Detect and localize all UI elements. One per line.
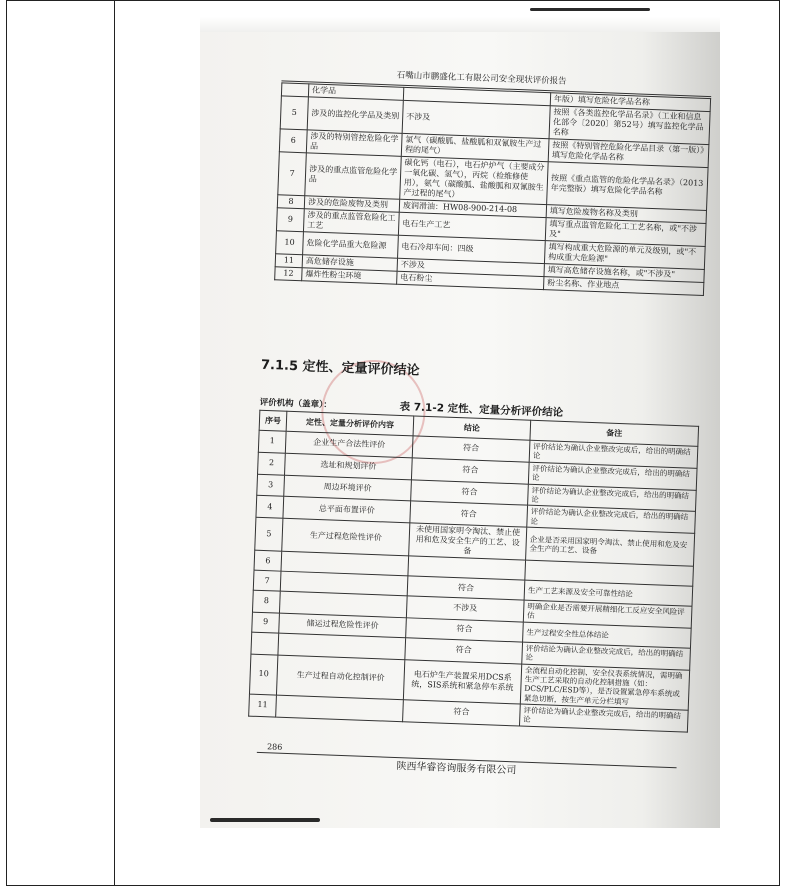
row-result: 符合: [410, 501, 528, 527]
row-result: 符合: [411, 458, 529, 484]
row-number: 7: [253, 570, 281, 591]
row-number: 11: [275, 254, 302, 268]
company-footer: 陕西华睿咨询服务有限公司: [396, 761, 517, 777]
row-status: 电石冷却车间：四级: [398, 235, 546, 263]
row-remark: 生产工艺来源及安全可靠性结论: [524, 580, 693, 606]
header-no: 序号: [259, 410, 287, 431]
table-caption: 表 7.1-2 定性、定量分析评价结论: [399, 400, 564, 419]
row-content: 选址和规划评价: [285, 453, 413, 479]
org-seal-label: 评价机构（盖章）：: [259, 397, 333, 411]
row-number: 5: [280, 96, 308, 130]
header-content: 定性、定量分析评价内容: [286, 411, 414, 436]
row-note: 填写构成重大危险源的单元及级别，或"不构成重大危险源": [544, 241, 705, 270]
row-item: 涉及的重点监管危险化工工艺: [303, 209, 399, 235]
row-content: [276, 695, 404, 721]
row-number: 4: [256, 495, 284, 518]
row-status: 不涉及: [397, 258, 544, 276]
row-result: 电石炉生产装置采用DCS系统，SIS系统和紧急停车系统: [403, 659, 521, 704]
row-status: 电石粉尘: [397, 271, 544, 289]
row-note: 填写高危储存设施名称，或"不涉及": [544, 264, 704, 283]
row-number: 6: [279, 129, 307, 153]
row-content: 周边环境评价: [284, 475, 412, 501]
row-item: 爆炸性粉尘环境: [302, 268, 397, 284]
hazard-info-table: [274, 82, 711, 296]
row-number: 8: [252, 590, 280, 613]
row-number: 3: [257, 474, 285, 497]
row-number: 5: [255, 517, 283, 551]
row-result: 不涉及: [406, 596, 524, 622]
row-status: 碳化钙（电石），电石炉炉气（主要成分一氧化碳、氢气），丙烷（检维修使用），氨气（碳酸胍、盐酸胍和双氰胺生产过程的尾气）: [400, 156, 548, 204]
row-result: 符合: [407, 576, 525, 600]
row-remark: 评价结论为确认企业整改完成后，给出的明确结论: [528, 462, 697, 490]
scanned-page-photo: [200, 6, 720, 828]
top-smudge: [530, 8, 650, 11]
row-number: 6: [254, 550, 282, 571]
row-number: 11: [249, 694, 277, 717]
row-item: 危险化学品重大危险源: [303, 232, 399, 258]
row-number: 9: [276, 208, 304, 232]
row-number: 7: [278, 152, 307, 196]
evaluation-conclusion-table: [248, 410, 699, 733]
row-number: [251, 632, 279, 655]
report-page: [244, 66, 712, 828]
row-remark: 评价结论为确认企业整改完成后，给出的明确结论: [527, 505, 696, 533]
row-note: 按照《重点监管的危险化学品名录》（2013年完整版）填写危险化学品名称: [547, 162, 708, 211]
row-content: 企业生产合法性评价: [285, 431, 413, 457]
row-content: 总平面布置评价: [283, 496, 411, 522]
row-remark: 评价结论为确认企业整改完成后，给出的明确结论: [528, 484, 697, 512]
row-number: 8: [277, 195, 304, 209]
header-result: 结论: [413, 416, 531, 440]
row-content: 生产过程危险性评价: [282, 518, 410, 556]
header-remark: 备注: [530, 420, 699, 446]
column-divider: [114, 1, 115, 885]
row-remark: 评价结论为确认企业整改完成后，给出的明确结论: [522, 642, 691, 670]
row-item: 涉及的危险废物及类别: [304, 196, 399, 212]
section-title: 7.1.5 定性、定量评价结论: [260, 357, 420, 379]
row-note: 填写危险废物名称及类别: [546, 205, 706, 224]
row-remark: 评价结论为确认企业整改完成后，给出的明确结论: [529, 440, 698, 468]
row-remark: 全流程自动化控制、安全仪表系统情况，需明确生产工艺采取的自动化控制措施（如：DCS/PLC/ESD等），是否设置紧急停车系统或紧急切断，按生产单元分栏填写: [520, 664, 689, 711]
row-remark: 明确企业是否需要开展精细化工反应安全风险评估: [523, 600, 692, 628]
row-result: 符合: [412, 436, 530, 462]
row-status: 氯气（碳酸胍、盐酸胍和双氰胺生产过程的尾气）: [401, 133, 549, 161]
row-result: 符合: [406, 618, 524, 642]
row-item: 化学品: [308, 84, 403, 100]
row-number: 1: [258, 430, 286, 453]
row-item: 涉及的特别管控危险化学品: [306, 130, 402, 156]
row-content: 生产过程自动化控制评价: [276, 655, 404, 700]
row-number: 10: [249, 654, 277, 695]
row-note: 按照《特别管控危险化学品目录（第一版）》填写危险化学品名称: [548, 139, 709, 168]
row-status: 废润滑油：HW08-900-214-08: [399, 199, 546, 217]
row-result: 符合: [405, 638, 523, 664]
report-header: 石嘴山市鹏盛化工有限公司安全现状评价报告: [396, 70, 567, 87]
row-number: 9: [252, 612, 280, 633]
row-remark: 生产过程安全性总体结论: [523, 622, 692, 648]
row-note: 粉尘名称、作业地点: [543, 277, 703, 296]
row-remark: 评价结论为确认企业整改完成后，给出的明确结论: [519, 704, 688, 732]
row-number: 12: [275, 267, 302, 281]
row-item: 涉及的重点监管危险化学品: [305, 153, 402, 199]
row-remark: 企业是否采用国家明令淘汰、禁止使用和危及安全生产的工艺、设备: [526, 527, 695, 566]
row-status: 不涉及: [402, 100, 550, 138]
row-result: 符合: [411, 479, 529, 505]
row-number: [281, 83, 308, 97]
row-content: 储运过程危险性评价: [279, 613, 407, 638]
row-note: 填写重点监管危险化工工艺名称，或"不涉及": [545, 218, 706, 247]
row-note: 年版）填写危险化学品名称: [550, 93, 710, 112]
row-result: 未使用国家明令淘汰、禁止使用和危及安全生产的工艺、设备: [409, 523, 527, 560]
row-item: 高危储存设施: [302, 255, 397, 271]
row-number: 2: [258, 452, 286, 475]
page-number: 286: [266, 742, 283, 752]
row-result: 符合: [403, 700, 521, 726]
row-item: 涉及的监控化学品及类别: [307, 97, 403, 133]
row-note: 按照《各类监控化学品名录》（工业和信息化部令〔2020〕第52号）填写监控化学品名称: [549, 106, 710, 145]
row-number: 10: [276, 231, 304, 255]
row-status: 电石生产工艺: [398, 212, 546, 240]
